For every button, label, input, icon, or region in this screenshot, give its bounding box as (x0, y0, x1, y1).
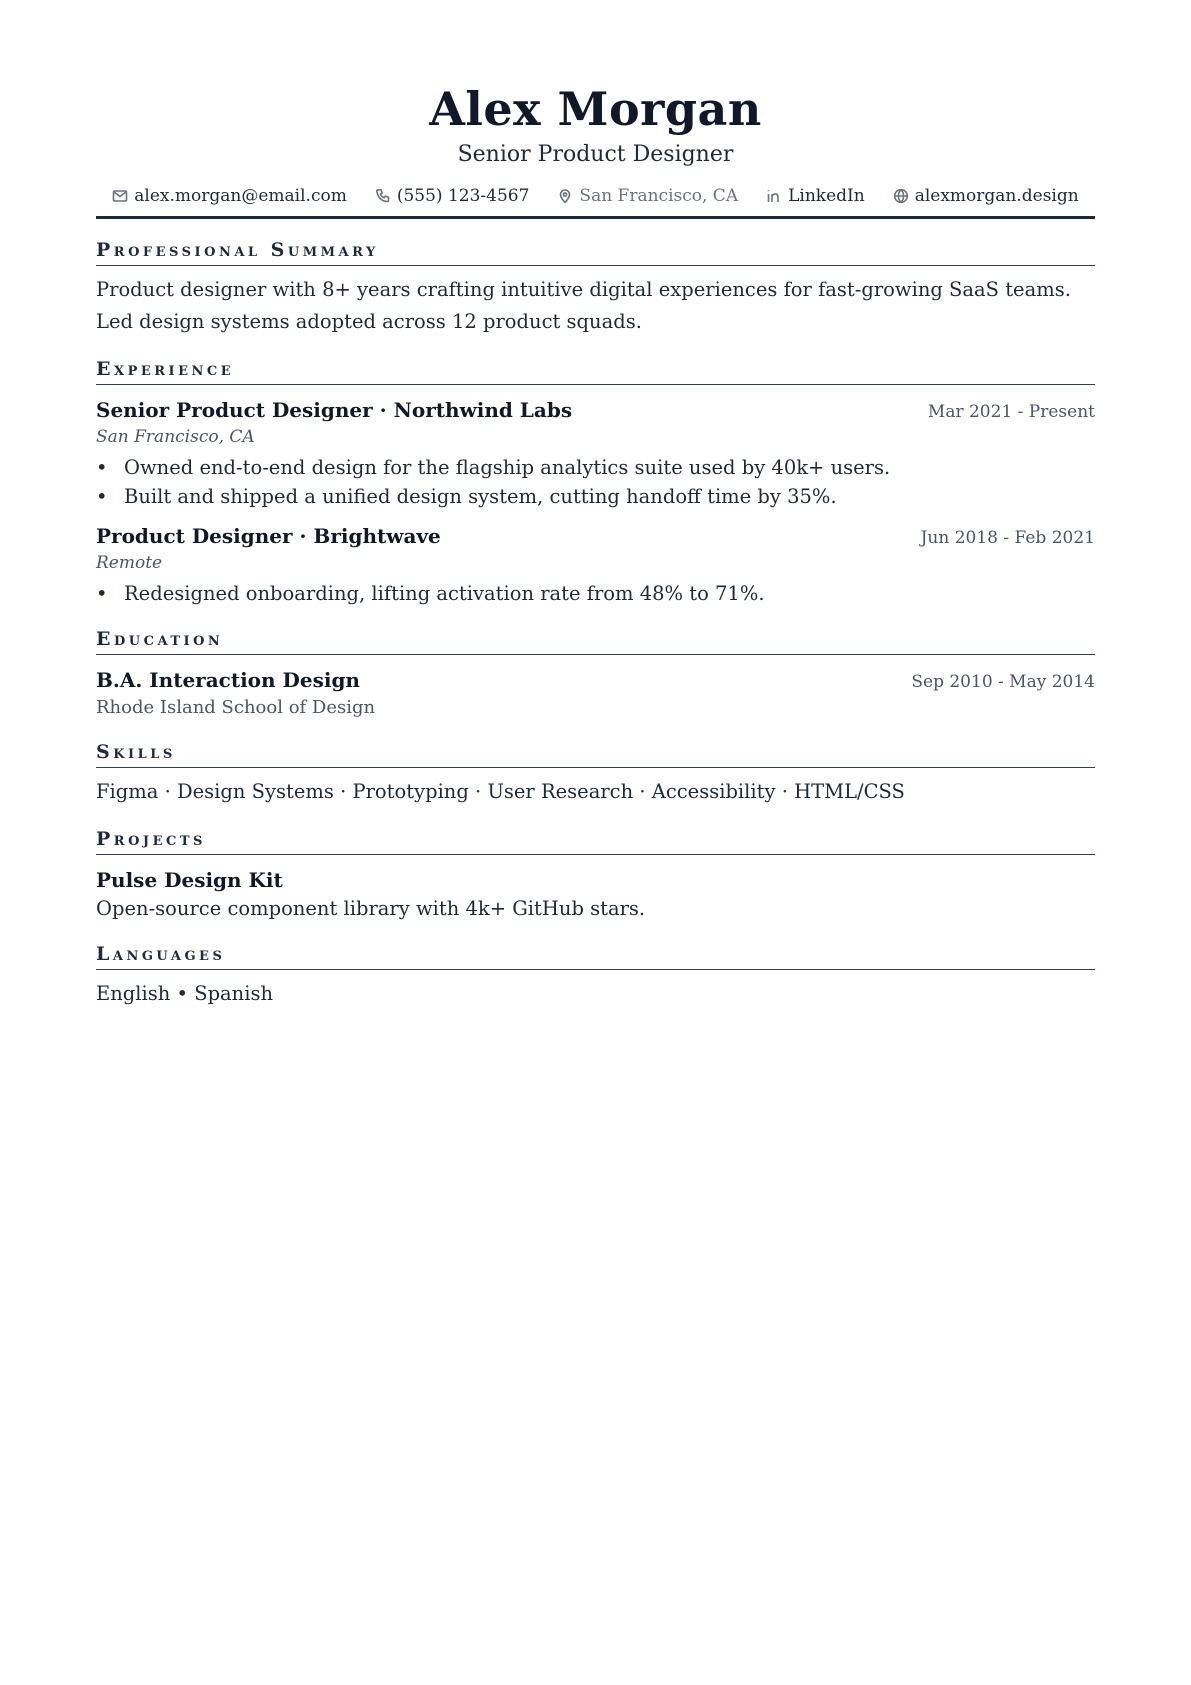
experience-entry (96, 395, 1095, 511)
job-bullet: • Built and shipped a unified design system, cutting handoff time by 35%. (96, 482, 1095, 511)
candidate-name: Alex Morgan (429, 82, 762, 136)
contact-linkedin[interactable] (766, 186, 865, 206)
job-location: Remote (96, 553, 163, 573)
project-description: Open-source component library with 4k+ GitHub stars. (96, 897, 646, 920)
job-bullets (96, 579, 1095, 608)
contact-phone-text: (555) 123-4567 (396, 186, 530, 206)
section-divider (96, 384, 1095, 385)
candidate-headline: Senior Product Designer (457, 142, 734, 167)
experience-heading: Experience (96, 358, 235, 380)
contact-bar (96, 182, 1095, 210)
job-title: Product Designer · Brightwave (96, 524, 441, 548)
projects-section (96, 826, 1095, 923)
experience-entry (96, 521, 1095, 608)
summary-section (96, 237, 1095, 338)
phone-icon (375, 188, 391, 204)
globe-icon (893, 188, 909, 204)
project-name: Pulse Design Kit (96, 868, 283, 892)
section-divider (96, 767, 1095, 768)
contact-email-text: alex.morgan@email.com (134, 186, 347, 206)
summary-text: Product designer with 8+ years crafting intuitive digital experiences for fast-growing SaaS teams. Led design systems adopted across 12 product squads. (96, 278, 1071, 333)
mail-icon (112, 188, 128, 204)
skills-heading: Skills (96, 741, 176, 763)
section-divider (96, 265, 1095, 266)
job-bullets (96, 453, 1095, 511)
contact-website[interactable] (893, 186, 1079, 206)
contact-phone[interactable] (375, 186, 530, 206)
languages-section (96, 941, 1095, 1010)
education-section (96, 626, 1095, 721)
skills-section (96, 739, 1095, 808)
map-pin-icon (557, 188, 573, 204)
school-name: Rhode Island School of Design (96, 697, 376, 718)
contact-website-text: alexmorgan.design (914, 186, 1079, 206)
languages-list: English • Spanish (96, 982, 274, 1005)
job-dates: Mar 2021 - Present (927, 402, 1095, 422)
education-heading: Education (96, 628, 224, 650)
header-divider (96, 216, 1095, 219)
education-dates: Sep 2010 - May 2014 (911, 672, 1095, 692)
job-dates: Jun 2018 - Feb 2021 (920, 528, 1095, 548)
contact-location (557, 186, 738, 206)
education-entry (96, 665, 1095, 721)
section-divider (96, 854, 1095, 855)
languages-heading: Languages (96, 943, 226, 965)
contact-location-text: San Francisco, CA (579, 186, 739, 206)
job-bullet: • Redesigned onboarding, lifting activation rate from 48% to 71%. (96, 579, 1095, 608)
summary-heading: Professional Summary (96, 239, 379, 261)
experience-section (96, 356, 1095, 608)
section-divider (96, 654, 1095, 655)
linkedin-icon (766, 188, 782, 204)
section-divider (96, 969, 1095, 970)
contact-linkedin-text: LinkedIn (788, 186, 865, 206)
contact-email[interactable] (112, 186, 347, 206)
skills-list: Figma · Design Systems · Prototyping · User Research · Accessibility · HTML/CSS (96, 780, 905, 803)
job-location: San Francisco, CA (96, 427, 255, 447)
projects-heading: Projects (96, 828, 206, 850)
degree-title: B.A. Interaction Design (96, 668, 360, 692)
job-title: Senior Product Designer · Northwind Labs (96, 398, 573, 422)
job-bullet: • Owned end-to-end design for the flagship analytics suite used by 40k+ users. (96, 453, 1095, 482)
